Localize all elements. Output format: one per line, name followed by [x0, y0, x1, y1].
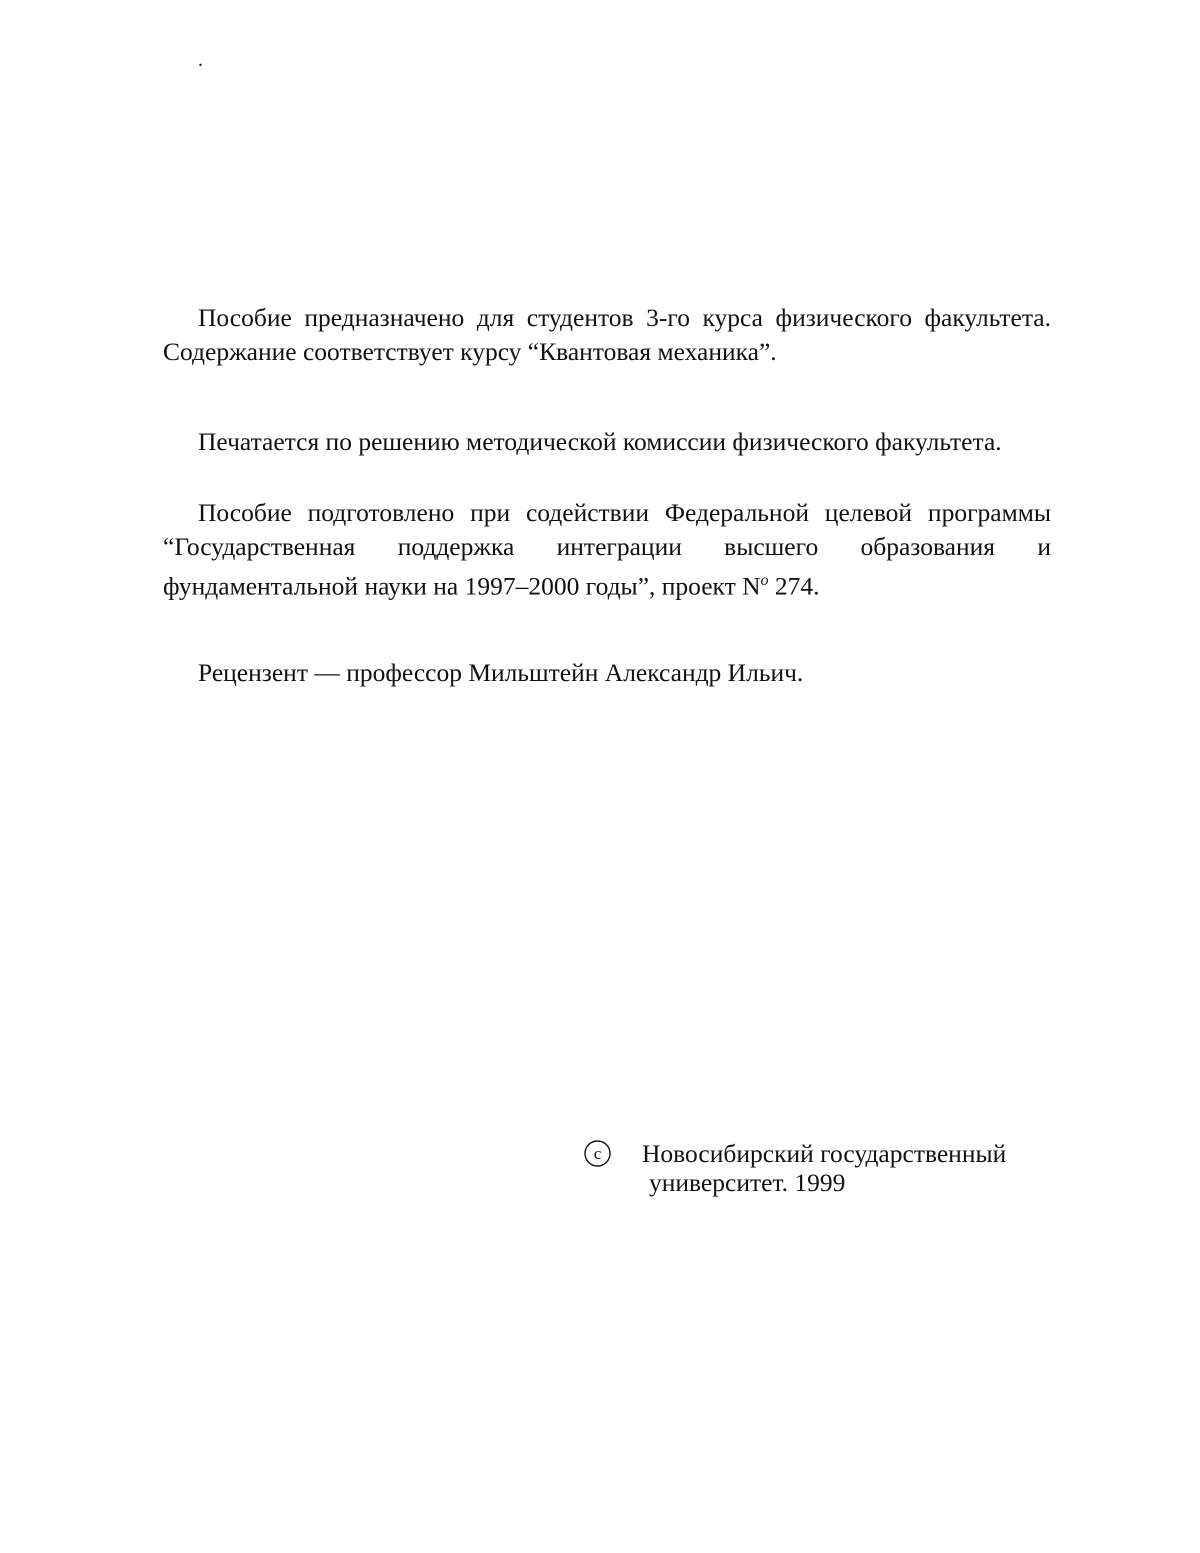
- copyright-icon: [583, 1139, 612, 1168]
- copyright-letter: c: [594, 1144, 602, 1163]
- page-marker: .: [198, 50, 203, 70]
- reviewer-paragraph: Рецензент — профессор Мильштейн Александр Ильич.: [163, 656, 1051, 690]
- copyright-year-line: университет. 1999: [649, 1168, 845, 1197]
- support-text: Пособие подготовлено при содействии Федеральной целевой программы “Государственная поддержка интеграции высшего образования и фундаментальной науки на 1997–2000 годы”, проект N: [163, 498, 1051, 601]
- project-number: 274.: [769, 572, 820, 601]
- support-paragraph: [163, 496, 1051, 604]
- number-sign-superscript: o: [761, 572, 769, 589]
- copyright-holder: Новосибирский государственный: [642, 1139, 1006, 1168]
- printed-by-paragraph: Печатается по решению методической комиссии физического факультета.: [163, 425, 1051, 459]
- purpose-paragraph: Пособие предназначено для студентов 3-го курса физического факультета. Содержание соответствует курсу “Квантовая механика”.: [163, 301, 1051, 369]
